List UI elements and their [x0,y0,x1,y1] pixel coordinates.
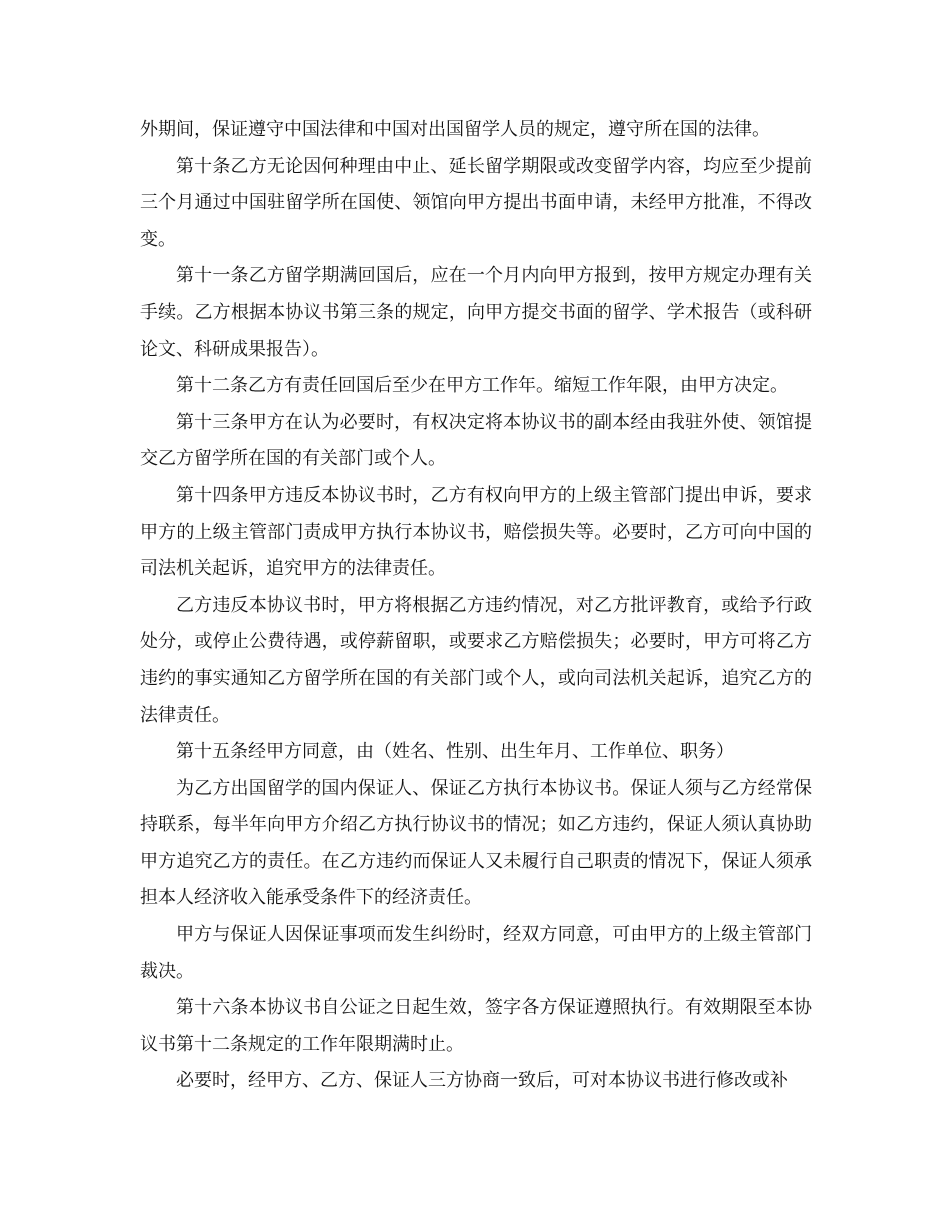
paragraph-article-14-party-b: 乙方违反本协议书时，甲方将根据乙方违约情况，对乙方批评教育，或给予行政处分，或停止公费待遇，或停薪留职，或要求乙方赔偿损失；必要时，甲方可将乙方违约的事实通知乙方留学所在国的有关部门或个人，或向司法机关起诉，追究乙方的法律责任。 [140,594,812,726]
paragraph-article-13: 第十三条甲方在认为必要时，有权决定将本协议书的副本经由我驻外使、领馆提交乙方留学所在国的有关部门或个人。 [140,411,812,470]
paragraph-article-10: 第十条乙方无论因何种理由中止、延长留学期限或改变留学内容，均应至少提前三个月通过中国驻留学所在国使、领馆向甲方提出书面申请，未经甲方批准，不得改变。 [140,155,812,250]
paragraph-article-15: 第十五条经甲方同意，由（姓名、性别、出生年月、工作单位、职务） [176,741,734,763]
paragraph-article-12: 第十二条乙方有责任回国后至少在甲方工作年。缩短工作年限，由甲方决定。 [176,375,788,397]
paragraph-article-14: 第十四条甲方违反本协议书时，乙方有权向甲方的上级主管部门提出申诉，要求甲方的上级主管部门责成甲方执行本协议书，赔偿损失等。必要时，乙方可向中国的司法机关起诉，追究甲方的法律责任。 [140,484,812,580]
paragraph-article-11: 第十一条乙方留学期满回国后，应在一个月内向甲方报到，按甲方规定办理有关手续。乙方根据本协议书第三条的规定，向甲方提交书面的留学、学术报告（或科研论文、科研成果报告）。 [140,265,812,360]
paragraph-article-16-amendment: 必要时，经甲方、乙方、保证人三方协商一致后，可对本协议书进行修改或补 [176,1070,788,1092]
paragraph-continuation: 外期间，保证遵守中国法律和中国对出国留学人员的规定，遵守所在国的法律。 [140,119,770,140]
paragraph-article-15-dispute: 甲方与保证人因保证事项而发生纠纷时，经双方同意，可由甲方的上级主管部门裁决。 [140,924,812,982]
document-body [140,112,812,1100]
paragraph-article-16: 第十六条本协议书自公证之日起生效，签字各方保证遵照执行。有效期限至本协议书第十二条规定的工作年限期满时止。 [140,997,812,1055]
paragraph-article-15-guarantor: 为乙方出国留学的国内保证人、保证乙方执行本协议书。保证人须与乙方经常保持联系，每半年向甲方介绍乙方执行协议书的情况；如乙方违约，保证人须认真协助甲方追究乙方的责任。在乙方违约而保证人又未履行自己职责的情况下，保证人须承担本人经济收入能承受条件下的经济责任。 [140,777,812,909]
